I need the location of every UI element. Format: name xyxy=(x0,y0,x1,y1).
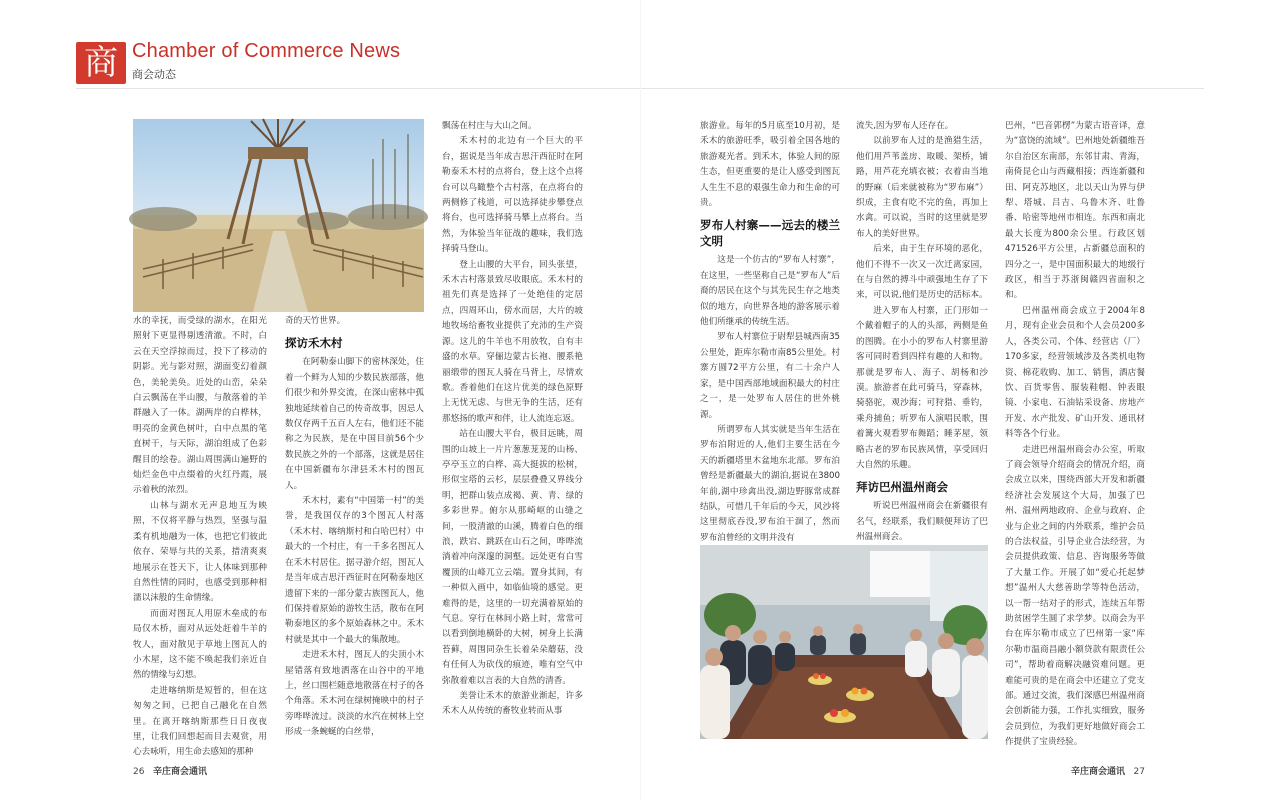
paragraph: 水的幸抚，而受绿的湖水，在阳光照射下更显得剔透清澈。不时，白云在天空浮掠而过，投下了移动的阴影。光与影对照，湖面变幻着颜色，美轮美奂。近处的山峦，朵朵白云飘荡在半山腰，与散落着的羊群融入了一体。湖两岸的白桦林，明亮的金黄色树叶，白中点黑的笔直树干，与天际，湖泊组成了色彩醒目的绘卷。湖山周围满山遍野的灿烂金色中点缀着的火红丹霞，展示着秋的浓烈。 xyxy=(133,316,267,496)
page-number-right: 27 xyxy=(1133,767,1145,777)
section-badge xyxy=(76,42,126,84)
paragraph: 巴州，“巴音郭楞”为蒙古语音译，意为“富饶的流域”。巴州地处新疆维吾尔自治区东南部，东邻甘肃、青海，南倚昆仑山与西藏相接；西连新疆和田、阿克苏地区，北以天山为界与伊犁、塔城、吕吉、乌鲁木齐、吐鲁番、哈密等地州市相连。东西和南北最大长度为800余公里。行政区划471526平方公里，占新疆总面积的四分之一，是中国面积最大的地级行政区，相当于苏浙闽赣四省面积之和。 xyxy=(1005,121,1145,301)
section-heading-luobu: 罗布人村寨——远去的楼兰文明 xyxy=(700,218,840,249)
paragraph: 禾木村，素有“中国第一村”的美誉，是我国仅存的3个图瓦人村落（禾木村、喀纳斯村和白哈巴村）中最大的一个村庄，有一千多名图瓦人在禾木村居住。据寻游介绍，图瓦人是当年成吉思汗西征时在阿勒泰地区遗留下来的一部分蒙古族图瓦人，他们保持着原始的游牧生活，散布在阿勒泰地区的多个原始森林之中。禾木村就是其中一个最大的集散地。 xyxy=(285,496,424,645)
paragraph: 奇的天竹世界。 xyxy=(285,316,346,326)
paragraph: 罗布人村寨位于尉犁县城西南35公里处，距库尔勒市南85公里处。村寨方圆72平方公里，有二十余户人家，是中国西部地域面积最大的村庄之一，是一处罗布人居住的世外桃源。 xyxy=(700,332,840,420)
paragraph: 这是一个仿古的“罗布人村寨”，在这里，一些坚称自己是“罗布人”后裔的居民在这个与其先民生存之地类似的地方，向世界各地的游客展示着他们所继承的传统生活。 xyxy=(700,255,840,328)
article-column-2 xyxy=(285,314,424,744)
wooden-tower-illustration xyxy=(133,119,424,312)
paragraph: 走进喀纳斯是短暂的，但在这匆匆之间，已把自己融化在自然里。在离开喀纳斯那些日日夜夜里，让我们回想起而目去观赏，用心去咏听，用生命去感知的那种 xyxy=(133,685,267,758)
section-heading-hemu: 探访禾木村 xyxy=(285,336,343,351)
section-badge-char: 商 xyxy=(84,43,118,83)
paragraph: 飘荡在村庄与大山之间。 xyxy=(442,121,537,131)
meeting-room-illustration xyxy=(700,545,988,739)
paragraph: 旅游业。每年的5月底至10月初，是禾木的旅游旺季，吸引着全国各地的旅游观光者。到禾木，体验人间的原生态，但更重要的是让人感受到图瓦人生生不息的艰强生命力和生命的可贵。 xyxy=(700,121,840,209)
article-column-5 xyxy=(856,119,988,544)
meeting-room-photo xyxy=(700,545,851,739)
page-number-left: 26 xyxy=(133,767,145,777)
paragraph: 站在山腰大平台，极目远眺，周围的山坡上一片片葱葱茏茏的山杨、亭亭玉立的白桦、高大挺拔的松树，形似宝塔的云杉，层层叠叠又界线分明，把群山装点成褐、黄、青、绿的多彩世界。俯尔从那崎岖的山缝之间，一股清澈的山溪，腾着白色的细浪，跌宕、跳跃在山石之间，哗哗流淌着冲向深邃的洞壑。远处更有白雪覆顶的山峰兀立云端。置身其间，有一种似入画中，如临仙境的感觉。更难得的是，这里的一切充满着原始的气息。穿行在林间小路上时，常常可以看到倒地横卧的大树，树身上长满苔藓，周围同杂生长着朵朵蘑菇，没有任何人为砍伐的痕迹，唯有空气中弥散着难以言表的大自然的清香。 xyxy=(442,429,583,686)
paragraph: 听说巴州温州商会在新疆很有名气，经联系，我们顺便拜访了巴州温州商会。 xyxy=(856,501,988,543)
wooden-tower-photo xyxy=(133,119,424,312)
footer-right xyxy=(1071,764,1145,777)
article-column-6 xyxy=(1005,119,1145,748)
paragraph: 巴州温州商会成立于2004年8月，现有企业会员和个人会员200多人，各类公司、个体、经营店（厂）170多家，经营领域涉及各类机电物资、棉花收购、加工、销售，酒店餐饮、百货零售、服装鞋帽、钟表眼镜、小家电、石油钻采设备、房地产开发、水产批发、矿山开发、通讯材料等各个行业。 xyxy=(1005,305,1145,440)
article-column-1 xyxy=(133,314,267,758)
paragraph: 走进禾木村，图瓦人的尖顶小木屋错落有致地洒落在山谷中的平地上，丝口围栏随意地散落在村子的各个角落。禾木河在绿树掩映中的村子旁哗哗流过。淡淡的水汽在树林上空形成一条蜿蜒的白丝带， xyxy=(285,650,424,738)
paragraph: 禾木村的北边有一个巨大的平台，据说是当年成吉思汗西征时在阿勒泰禾木村的点将台，登上这个点将台可以鸟瞰整个古村落，在点将台的两侧修了栈道，可以选择徒步攀登点将台，也可选择骑马攀上点将台。当然，为体验当年征战的趣味，我们选择骑马登山。 xyxy=(442,136,583,255)
paragraph: 走进巴州温州商会办公室，听取了商会领导介绍商会的情况介绍，商会成立以来，围绕西部大开发和新疆经济社会发展这个大局，加强了巴州、温州两地政府、企业与政府、企业与企业之间的内外联系，维护会员的合法权益，引导企业合法经营，为会员提供政策、信息、咨询服务等做了大量工作。开展了如“爱心托起梦想”温州人大慈善助学等特色活动，以一帮一结对子的形式，连续五年帮助贫困学生圆了求学梦。以商会为平台在库尔勒市成立了巴州第一家“库尔勒市温商昌融小额贷款有限责任公司”，帮助着商解决融资难问题。更难能可贵的是在商会中还建立了党支部。通过交流，我们深感巴州温州商会创新能力强，工作扎实细致，服务会员到位，为我们更好地做好商会工作提供了宝贵经验。 xyxy=(1005,444,1145,748)
footer-left xyxy=(133,764,207,777)
section-title: Chamber of Commerce News xyxy=(132,40,401,62)
paragraph: 美誉让禾木的旅游业渐起，许多禾木人从传统的畜牧业转而从事 xyxy=(442,691,583,717)
paragraph: 而面对图瓦人用原木垒成的布局仅木桥，面对从远处赶着牛羊的牧人，面对散见于草地上图瓦人的小木屋，这不能不唤起我们亲近自然的情缘与幻想。 xyxy=(133,608,267,681)
publication-name-left: 辛庄商会通讯 xyxy=(153,767,208,777)
paragraph: 进入罗布人村寨，正门形如一个戴着帽子的人的头部，两侧是鱼的图腾。在小小的罗布人村寨里游客可同时看到四样有趣的人和物。那就是罗布人、海子、胡杨和沙漠。旅游者在此可骑马，穿森林，骑骆驼，观沙海；可狩猎、垂钓，乘舟捕鱼；听罗布人演唱民歌，围着篝火观看罗布舞蹈；睡茅屋，领略古老的罗布民族风情，享受回归大自然的乐趣。 xyxy=(856,305,988,470)
article-column-3 xyxy=(442,119,583,744)
publication-name-right: 辛庄商会通讯 xyxy=(1070,767,1125,777)
section-heading-chamber-visit: 拜访巴州温州商会 xyxy=(856,480,948,495)
article-column-4 xyxy=(700,119,840,544)
paragraph: 后来，由于生存环境的恶化，他们不得不一次又一次迁离家园，在与自然的搏斗中顽强地生存了下来，可以说,他们是历史的活标本。 xyxy=(856,244,988,301)
paragraph: 山林与湖水无声息地互为映照，不仅将平静与热烈，坚强与温柔有机地融为一体，也把它们彼此依存、荣辱与共的关系，措清爽爽地展示在苍天下，让人体味到那种自然性情的同时，也感受到那种相濡以沫般的生命情缘。 xyxy=(133,500,267,604)
paragraph: 流失,因为罗布人还存在。 xyxy=(856,121,954,131)
section-subtitle: 商会动态 xyxy=(132,68,176,81)
paragraph: 所谓罗布人其实就是当年生活在罗布泊附近的人,他们主要生活在今天的新疆塔里木盆地东北部。罗布泊曾经是新疆最大的湖泊,据说在3800年前,湖中珍禽出没,湖边野豚常成群结队，可惜几千年后的今天，风沙将这里彻底吞没,罗布泊干涸了，然而罗布泊曾经的文明并没有 xyxy=(700,424,840,543)
paragraph: 登上山腰的大平台，回头张望，禾木古村落景致尽收眼底。禾木村的祖先们真是选择了一处绝佳的定居点，四周环山，傍水而居，大片的坡地牧场给畜牧业提供了充沛的生产资源。这儿的牛羊也不用放牧，自有丰盛的水草。穿俪边蒙古长袍、腰系艳丽缎带的图瓦人骑在马背上，尽情欢歌。香着他们在这片优美的绿色原野上无忧无虑、与世无争的生活，还有那悠扬的歌声和伴，让人流连忘返。 xyxy=(442,259,583,424)
paragraph: 在阿勒泰山脚下的密林深处，住着一个鲜为人知的少数民族部落，他们很少和外界交流，在深山密林中孤独地延续着自己的传奇故事，因忌人数仅存两千五百人左右，他们还不能称之为民族，是在中国目前56个少数民族之外的一个部落，这就是居住在中国新疆布尔津县禾木村的图瓦人。 xyxy=(285,357,424,491)
paragraph: 以前罗布人过的是渔猎生活，他们用芦苇盖房、取暖、架桥，铺路，用芦花充填衣被；衣着由当地的野麻（后来就被称为“罗布麻”）织成，主食有吃不完的鱼，再加上水禽。可以说，当时的这里就是罗布人的美好世界。 xyxy=(856,136,988,239)
page-spine xyxy=(640,0,641,800)
